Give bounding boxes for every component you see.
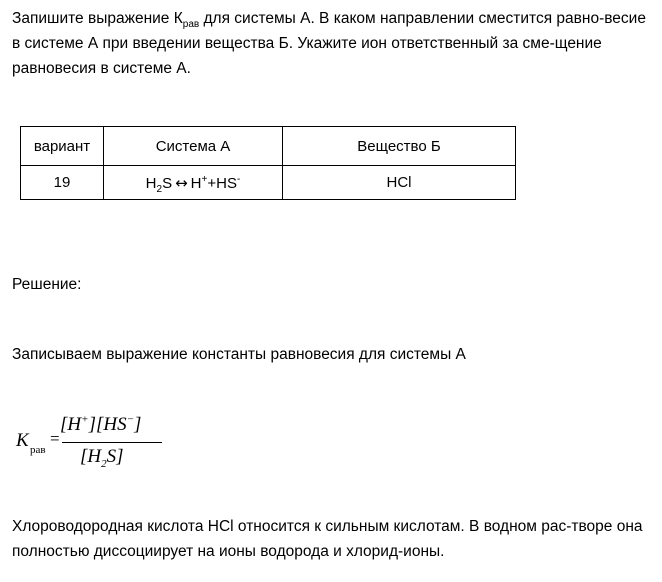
step-text: Записываем выражение константы равновесия для системы А <box>12 346 466 363</box>
num-h-charge: + <box>81 413 89 426</box>
solution-label: Решение: <box>12 276 82 293</box>
num-h: [H <box>60 414 82 435</box>
formula-numerator <box>60 414 141 436</box>
cell-variant: 19 <box>21 166 104 200</box>
task-text-start: Запишите выражение К <box>12 10 183 27</box>
cell-system <box>104 166 283 200</box>
variant-table <box>20 126 516 200</box>
sys-hs-charge: - <box>236 173 241 185</box>
task-text-end: для системы А. В каком направлении сместится равно-весие в системе А при введении вещества Б. Укажите ион ответственный за сме-щение равновесия в системе А. <box>12 10 646 77</box>
formula-k-sub: рав <box>30 444 46 456</box>
table-row <box>21 166 516 200</box>
fraction-bar <box>62 442 162 443</box>
num-hs-charge: − <box>126 413 135 426</box>
formula-k: K <box>16 430 29 451</box>
conclusion-text: Хлороводородная кислота HCl относится к сильным кислотам. В водном рас-творе она полностью диссоциирует на ионы водорода и хлорид-ионы. <box>12 518 643 560</box>
formula-denominator <box>80 446 124 468</box>
sys-hplus: H <box>190 174 202 192</box>
sys-h2-sub: 2 <box>156 183 163 195</box>
sys-hs: HS <box>216 174 237 192</box>
task-statement <box>12 6 652 81</box>
den-s: S] <box>106 446 124 467</box>
header-system: Система А <box>104 127 283 166</box>
num-close: ] <box>134 414 142 435</box>
header-substance: Вещество Б <box>283 127 516 166</box>
header-variant: вариант <box>21 127 104 166</box>
sys-h: H <box>145 174 157 192</box>
formula-equals: = <box>50 429 60 448</box>
cell-substance: HCl <box>283 166 516 200</box>
sys-plus: + <box>207 174 217 192</box>
sys-hplus-charge: + <box>201 173 208 185</box>
k-subscript: рав <box>182 19 200 31</box>
sys-s: S <box>162 174 173 192</box>
equilibrium-arrow-icon: ↔ <box>175 173 188 192</box>
table-header-row <box>21 127 516 166</box>
num-hs: ][HS <box>88 414 127 435</box>
den-h: [H <box>80 446 102 467</box>
den-sub: 2 <box>101 457 107 470</box>
